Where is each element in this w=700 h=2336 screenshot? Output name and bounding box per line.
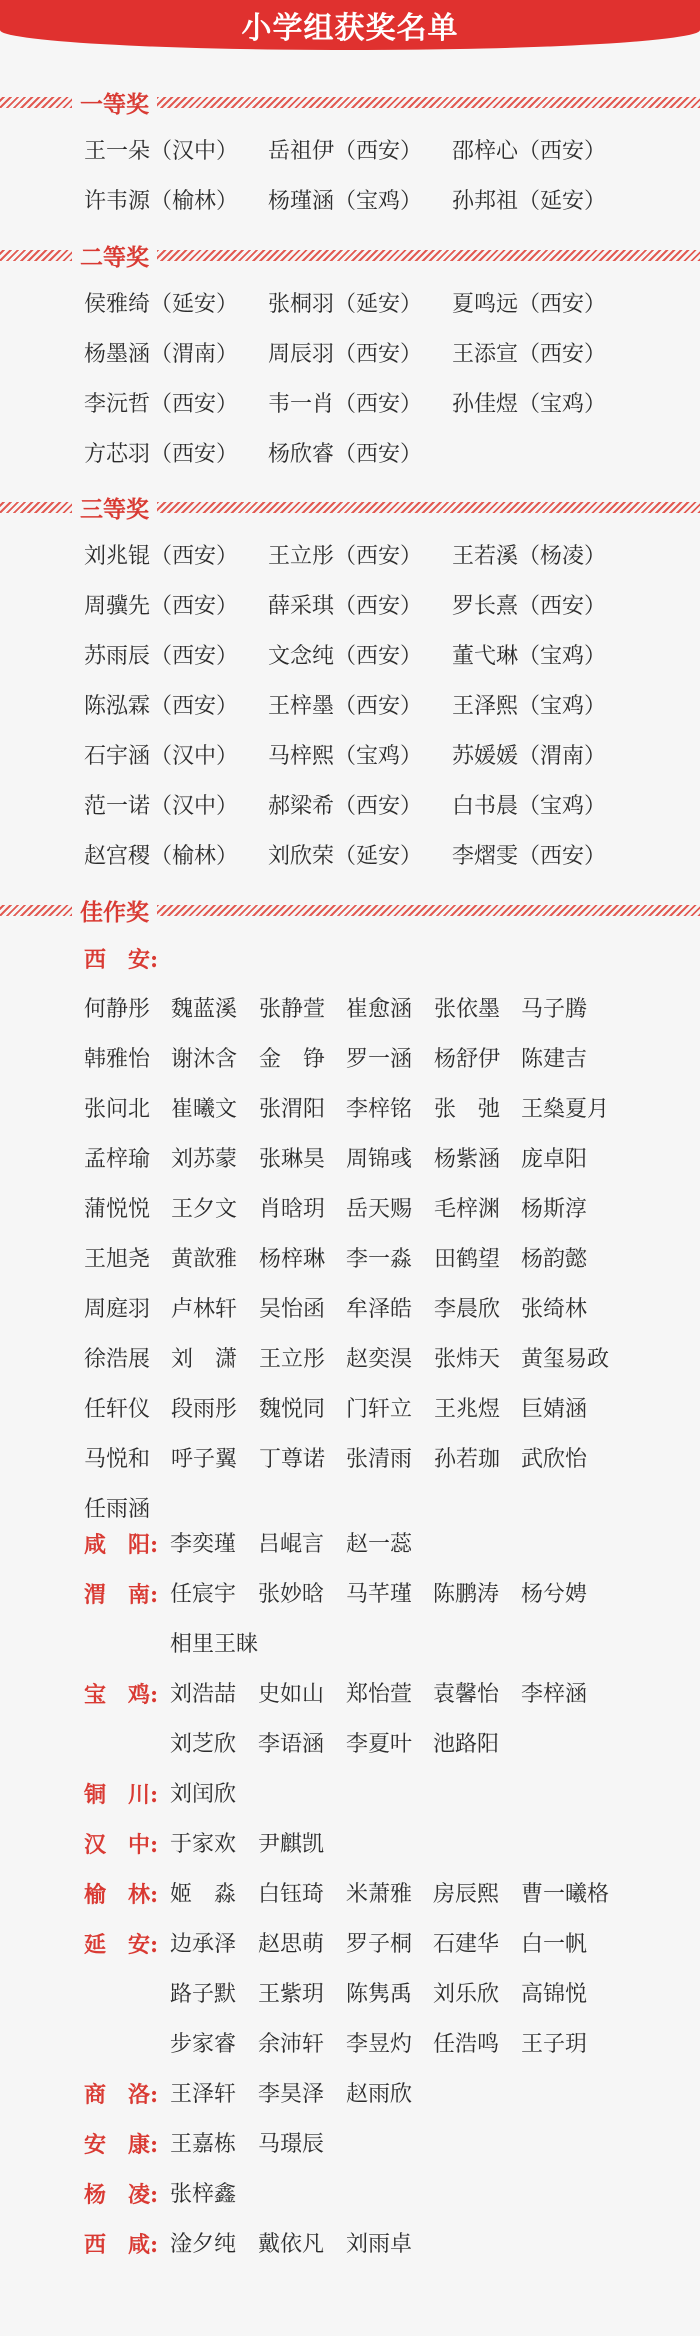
winner-name: 王一朵（汉中） xyxy=(84,139,239,164)
winner-name: 余沛轩 xyxy=(258,2032,325,2057)
winner-name: 薛采琪（西安） xyxy=(268,594,423,619)
winner-name: 张桐羽（延安） xyxy=(268,292,423,317)
winner-name: 邵梓心（西安） xyxy=(452,139,607,164)
winner-name: 刘兆锟（西安） xyxy=(84,544,239,569)
winner-name: 杨斯淳 xyxy=(521,1197,588,1222)
winner-row xyxy=(84,1920,684,1970)
winner-name: 赵奕淏 xyxy=(346,1347,413,1372)
winner-name: 米萧雅 xyxy=(346,1882,413,1907)
second-prize-title: 二等奖 xyxy=(80,243,149,271)
winner-name: 步家睿 xyxy=(170,2032,237,2057)
winner-name: 曹一曦格 xyxy=(521,1882,610,1907)
winner-name: 杨舒伊 xyxy=(434,1047,501,1072)
winner-name: 张清雨 xyxy=(346,1447,413,1472)
winner-name: 蒲悦悦 xyxy=(84,1197,151,1222)
region-label: 延 安: xyxy=(84,1932,159,1958)
winner-name: 王旭尧 xyxy=(84,1247,151,1272)
winner-name: 李沅哲（西安） xyxy=(84,392,239,417)
winner-name: 边承泽 xyxy=(170,1932,237,1957)
winner-name: 张 弛 xyxy=(434,1097,501,1122)
winner-name: 王兆煜 xyxy=(434,1397,501,1422)
region-label: 咸 阳: xyxy=(84,1532,159,1558)
page-title: 小学组获奖名单 xyxy=(241,11,459,46)
winner-name: 罗一涵 xyxy=(346,1047,413,1072)
winner-name: 马璟辰 xyxy=(258,2132,325,2157)
winner-name: 陈鹏涛 xyxy=(433,1582,500,1607)
winner-row xyxy=(84,2120,684,2170)
winner-name: 孟梓瑜 xyxy=(84,1147,151,1172)
winner-name: 尹麒凯 xyxy=(258,1832,325,1857)
winner-row xyxy=(84,732,684,782)
winner-name: 苏媛媛（渭南） xyxy=(452,744,607,769)
winner-name: 吴怡函 xyxy=(259,1297,326,1322)
winner-row xyxy=(84,632,684,682)
winner-name: 李夏叶 xyxy=(346,1732,413,1757)
winner-name: 李昊泽 xyxy=(258,2082,325,2107)
winner-name: 王立彤 xyxy=(259,1347,326,1372)
region-label: 杨 凌: xyxy=(84,2182,159,2208)
winner-name: 石宇涵（汉中） xyxy=(84,744,239,769)
winner-name: 岳祖伊（西安） xyxy=(268,139,423,164)
winner-name: 张琳昊 xyxy=(259,1147,326,1172)
winner-name: 任轩仪 xyxy=(84,1397,151,1422)
winner-name: 淦夕纯 xyxy=(170,2232,237,2257)
winner-name: 高锦悦 xyxy=(521,1982,588,2007)
winner-name: 范一诺（汉中） xyxy=(84,794,239,819)
winner-row xyxy=(84,1185,684,1235)
winner-row xyxy=(84,1770,684,1820)
winner-name: 张绮林 xyxy=(521,1297,588,1322)
winner-name: 李一淼 xyxy=(346,1247,413,1272)
winner-name: 于家欢 xyxy=(170,1832,237,1857)
winner-name: 方芯羽（西安） xyxy=(84,442,239,467)
winner-name: 许韦源（榆林） xyxy=(84,189,239,214)
winner-name: 史如山 xyxy=(258,1682,325,1707)
winner-name: 房辰熙 xyxy=(433,1882,500,1907)
third-prize-title: 三等奖 xyxy=(80,495,149,523)
winner-name: 韦一肖（西安） xyxy=(268,392,423,417)
second-prize-header xyxy=(0,241,700,269)
winner-name: 崔愈涵 xyxy=(346,997,413,1022)
winner-name: 李熠雯（西安） xyxy=(452,844,607,869)
third-prize-header xyxy=(0,493,700,521)
winner-name: 王添宣（西安） xyxy=(452,342,607,367)
winner-name: 池路阳 xyxy=(433,1732,500,1757)
winner-name: 武欣怡 xyxy=(521,1447,588,1472)
winner-name: 张依墨 xyxy=(434,997,501,1022)
winner-row xyxy=(84,582,684,632)
winner-row xyxy=(84,532,684,582)
winner-name: 杨梓琳 xyxy=(259,1247,326,1272)
winner-row xyxy=(84,280,684,330)
winner-row xyxy=(84,380,684,430)
winner-name: 刘欣荣（延安） xyxy=(268,844,423,869)
winner-name: 陈建吉 xyxy=(521,1047,588,1072)
winner-row xyxy=(84,2170,684,2220)
winner-name: 周庭羽 xyxy=(84,1297,151,1322)
winner-name: 王紫玥 xyxy=(258,1982,325,2007)
winner-name: 张妙晗 xyxy=(258,1582,325,1607)
winner-name: 刘苏蒙 xyxy=(171,1147,238,1172)
region-label: 西 安: xyxy=(84,947,159,973)
winner-name: 呼子翼 xyxy=(171,1447,238,1472)
winner-name: 白一帆 xyxy=(521,1932,588,1957)
winner-name: 马芊瑾 xyxy=(346,1582,413,1607)
winner-name: 罗长熹（西安） xyxy=(452,594,607,619)
winner-name: 谢沐含 xyxy=(171,1047,238,1072)
winner-name: 岳天赐 xyxy=(346,1197,413,1222)
winner-name: 刘乐欣 xyxy=(433,1982,500,2007)
hatch-divider xyxy=(0,502,72,513)
winner-name: 任浩鸣 xyxy=(433,2032,500,2057)
winner-name: 孙若珈 xyxy=(434,1447,501,1472)
winner-row xyxy=(84,1335,684,1385)
winner-name: 赵宫稷（榆林） xyxy=(84,844,239,869)
winner-row xyxy=(84,1870,684,1920)
winner-name: 陈泓霖（西安） xyxy=(84,694,239,719)
winner-row xyxy=(84,1385,684,1435)
winner-row xyxy=(84,1285,684,1335)
winner-name: 刘闰欣 xyxy=(170,1782,237,1807)
winner-name: 赵雨欣 xyxy=(346,2082,413,2107)
hatch-divider xyxy=(157,97,700,108)
winner-name: 王立彤（西安） xyxy=(268,544,423,569)
winner-name: 王夕文 xyxy=(171,1197,238,1222)
first-prize-header xyxy=(0,88,700,116)
winner-name: 周骥先（西安） xyxy=(84,594,239,619)
winner-row xyxy=(84,1435,684,1485)
winner-name: 王泽熙（宝鸡） xyxy=(452,694,607,719)
winner-name: 张问北 xyxy=(84,1097,151,1122)
winner-name: 石建华 xyxy=(433,1932,500,1957)
winner-name: 王嘉栋 xyxy=(170,2132,237,2157)
winner-name: 牟泽皓 xyxy=(346,1297,413,1322)
winner-name: 魏蓝溪 xyxy=(171,997,238,1022)
winner-name: 杨瑾涵（宝鸡） xyxy=(268,189,423,214)
winner-row xyxy=(84,682,684,732)
winner-row xyxy=(84,2220,684,2270)
winner-row xyxy=(84,1670,684,1720)
region-label: 铜 川: xyxy=(84,1782,159,1808)
winner-name: 孙邦祖（延安） xyxy=(452,189,607,214)
winner-name: 周锦彧 xyxy=(346,1147,413,1172)
winner-name: 任雨涵 xyxy=(84,1497,151,1522)
winner-name: 郑怡萱 xyxy=(346,1682,413,1707)
winner-name: 李奕瑾 xyxy=(170,1532,237,1557)
winner-name: 陈隽禹 xyxy=(346,1982,413,2007)
region-label: 榆 林: xyxy=(84,1882,159,1908)
winner-name: 金 铮 xyxy=(259,1047,326,1072)
winner-name: 李语涵 xyxy=(258,1732,325,1757)
winner-name: 杨紫涵 xyxy=(434,1147,501,1172)
winner-row xyxy=(84,177,684,227)
winner-name: 路子默 xyxy=(170,1982,237,2007)
hatch-divider xyxy=(0,97,72,108)
winner-name: 张炜天 xyxy=(434,1347,501,1372)
winner-name: 刘芝欣 xyxy=(170,1732,237,1757)
hatch-divider xyxy=(0,905,72,916)
winner-row xyxy=(84,1235,684,1285)
winner-row xyxy=(84,1135,684,1185)
winner-name: 杨墨涵（渭南） xyxy=(84,342,239,367)
winner-name: 王燊夏月 xyxy=(521,1097,610,1122)
winner-name: 白书晨（宝鸡） xyxy=(452,794,607,819)
winner-name: 赵一蕊 xyxy=(346,1532,413,1557)
winner-name: 赵思萌 xyxy=(258,1932,325,1957)
winner-name: 周辰羽（西安） xyxy=(268,342,423,367)
winner-name: 崔曦文 xyxy=(171,1097,238,1122)
winner-name: 相里王睐 xyxy=(170,1632,259,1657)
winner-row xyxy=(84,1820,684,1870)
winner-name: 马子腾 xyxy=(521,997,588,1022)
winner-name: 黄玺易政 xyxy=(521,1347,610,1372)
first-prize-title: 一等奖 xyxy=(80,90,149,118)
winner-name: 巨婧涵 xyxy=(521,1397,588,1422)
region-label: 汉 中: xyxy=(84,1832,159,1858)
winner-row xyxy=(84,2020,684,2070)
winner-name: 肖晗玥 xyxy=(259,1197,326,1222)
winner-name: 戴依凡 xyxy=(258,2232,325,2257)
region-label: 商 洛: xyxy=(84,2082,159,2108)
winner-row xyxy=(84,1620,684,1670)
winner-name: 孙佳煜（宝鸡） xyxy=(452,392,607,417)
winner-row xyxy=(84,1970,684,2020)
winner-name: 李梓铭 xyxy=(346,1097,413,1122)
winner-name: 张静萱 xyxy=(259,997,326,1022)
merit-prize-title: 佳作奖 xyxy=(80,898,149,926)
winner-name: 何静彤 xyxy=(84,997,151,1022)
winner-name: 刘雨卓 xyxy=(346,2232,413,2257)
winner-name: 董弋琳（宝鸡） xyxy=(452,644,607,669)
winner-name: 姬 淼 xyxy=(170,1882,237,1907)
winner-name: 王梓墨（西安） xyxy=(268,694,423,719)
winner-row xyxy=(84,430,684,480)
winner-name: 王子玥 xyxy=(521,2032,588,2057)
winner-name: 段雨彤 xyxy=(171,1397,238,1422)
winner-name: 马悦和 xyxy=(84,1447,151,1472)
winner-row xyxy=(84,1720,684,1770)
winner-name: 刘 潇 xyxy=(171,1347,238,1372)
winner-name: 张渭阳 xyxy=(259,1097,326,1122)
winner-name: 罗子桐 xyxy=(346,1932,413,1957)
hatch-divider xyxy=(157,250,700,261)
winner-name: 杨欣睿（西安） xyxy=(268,442,423,467)
winner-name: 李梓涵 xyxy=(521,1682,588,1707)
winner-name: 卢林轩 xyxy=(171,1297,238,1322)
winner-name: 郝梁希（西安） xyxy=(268,794,423,819)
winner-row xyxy=(84,1570,684,1620)
winner-name: 文念纯（西安） xyxy=(268,644,423,669)
winner-row xyxy=(84,1035,684,1085)
winner-name: 魏悦同 xyxy=(259,1397,326,1422)
winner-row xyxy=(84,782,684,832)
region-label: 安 康: xyxy=(84,2132,159,2158)
region-label: 渭 南: xyxy=(84,1582,159,1608)
winner-name: 吕崐言 xyxy=(258,1532,325,1557)
hatch-divider xyxy=(0,250,72,261)
winner-row xyxy=(84,127,684,177)
winner-row xyxy=(84,1520,684,1570)
winner-name: 门轩立 xyxy=(346,1397,413,1422)
winner-name: 白钰琦 xyxy=(258,1882,325,1907)
winner-name: 袁馨怡 xyxy=(433,1682,500,1707)
hatch-divider xyxy=(157,502,700,513)
winner-name: 杨韵懿 xyxy=(521,1247,588,1272)
winner-name: 苏雨辰（西安） xyxy=(84,644,239,669)
region-label: 宝 鸡: xyxy=(84,1682,159,1708)
winner-row xyxy=(84,985,684,1035)
winner-name: 王若溪（杨凌） xyxy=(452,544,607,569)
merit-prize-header xyxy=(0,896,700,924)
winner-row xyxy=(84,832,684,882)
winner-name: 杨兮娉 xyxy=(521,1582,588,1607)
region-label: 西 咸: xyxy=(84,2232,159,2258)
winner-name: 夏鸣远（西安） xyxy=(452,292,607,317)
winner-name: 侯雅绮（延安） xyxy=(84,292,239,317)
winner-name: 任宸宇 xyxy=(170,1582,237,1607)
winner-name: 刘浩喆 xyxy=(170,1682,237,1707)
winner-row xyxy=(84,1085,684,1135)
winner-name: 李晨欣 xyxy=(434,1297,501,1322)
winner-row xyxy=(84,330,684,380)
winner-name: 马梓熙（宝鸡） xyxy=(268,744,423,769)
winner-name: 韩雅怡 xyxy=(84,1047,151,1072)
winner-name: 徐浩展 xyxy=(84,1347,151,1372)
winner-name: 毛梓渊 xyxy=(434,1197,501,1222)
winner-name: 黄歆雅 xyxy=(171,1247,238,1272)
page-banner xyxy=(0,0,700,50)
winner-name: 张梓鑫 xyxy=(170,2182,237,2207)
winner-name: 王泽轩 xyxy=(170,2082,237,2107)
winner-name: 丁尊诺 xyxy=(259,1447,326,1472)
winner-name: 田鹤望 xyxy=(434,1247,501,1272)
winner-name: 庞卓阳 xyxy=(521,1147,588,1172)
winner-name: 李昱灼 xyxy=(346,2032,413,2057)
winner-row xyxy=(84,2070,684,2120)
hatch-divider xyxy=(157,905,700,916)
